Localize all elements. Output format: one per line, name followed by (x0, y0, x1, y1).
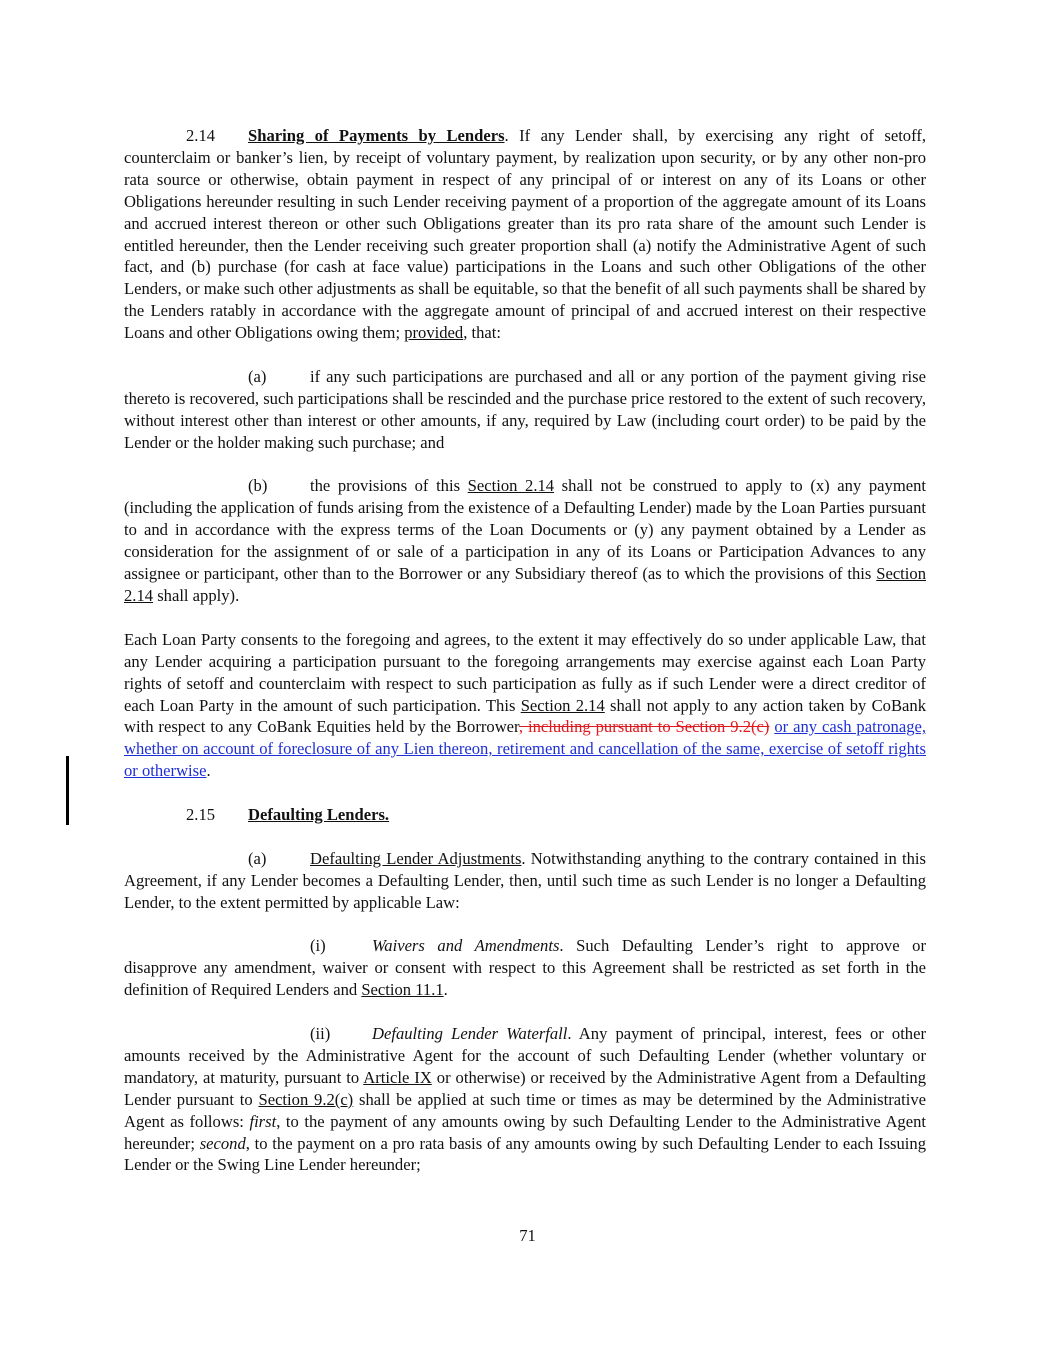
section-2-14-reference: Section 2.14 (467, 476, 555, 496)
section-11-1-reference: Section 11.1 (361, 980, 444, 1000)
section-2-15-clause-a (124, 848, 926, 914)
clause-ii-title: Defaulting Lender Waterfall (372, 1024, 568, 1044)
section-2-14-intro: . If any Lender shall, by exercising any right of setoff, counterclaim or banker’s lien, by receipt of voluntary payment, by realization upon security, or by any other non-pro rata source or otherwise, obtain payment in respect of any principal of or interest on any of its Loans or other Obligations hereunder resulting in such Lender receiving payment of a proportion of the aggregate amount of its Loans and accrued interest thereon or other such Obligations greater than its pro rata share of the amount such Lender is entitled hereunder, then the Lender receiving such greater proportion shall (a) notify the Administrative Agent of such fact, and (b) purchase (for cash at face value) participations in the Loans and such other Obligations of the other Lenders, or make such other adjustments as shall be equitable, so that the benefit of all such payments shall be shared by the Lenders ratably in accordance with the aggregate amount of principal of and accrued interest on their respective Loans and other Obligations owing them; (124, 126, 926, 343)
provided-term: provided (404, 323, 464, 343)
section-2-14-reference: Section 2.14 (520, 695, 605, 715)
section-2-15-title: Defaulting Lenders. (248, 805, 390, 825)
clause-ii-text-1: . Any payment of principal, interest, fees or other amounts received by the Administrative Agent for the account of such Defaulting Lender (whether voluntary or mandatory, at maturity, pursuant to (124, 1024, 926, 1087)
consent-text-1: Each Loan Party consents to the foregoing and agrees, to the extent it may effectively do so under applicable Law, that any Lender acquiring a participation pursuant to the foregoing arrangements may exercise against each Loan Party rights of setoff and counterclaim with respect to such participation as fully as if such Lender were a direct creditor of each Loan Party in the amount of such participation. This (124, 629, 926, 715)
section-2-14-reference: Section 2.14 (124, 564, 926, 605)
section-9-2-c-reference: Section 9.2(c) (258, 1089, 354, 1109)
clause-ii-text-4: , to the payment of any amounts owing by such Defaulting Lender to the Administrative Agent hereunder; (124, 1111, 926, 1153)
revision-change-bar (66, 756, 69, 825)
clause-ii-text-5: , to the payment on a pro rata basis of any amounts owing by such Defaulting Lender to each Issuing Lender or the Swing Line Lender hereunder; (124, 1133, 926, 1175)
first-term: first (249, 1111, 277, 1131)
section-2-14-number: 2.14 (186, 126, 216, 145)
clause-b-text-2: shall not be construed to apply to (x) any payment (including the application of funds arising from the existence of a Defaulting Lender) made by the Loan Parties pursuant to and in accordance with the express terms of the Loan Documents or (y) any payment obtained by a Lender as consideration for the assignment of or sale of a participation in any of its Loans or Participation Advances to any assignee or participant, other than to the Borrower or any Subsidiary thereof (as to which the provisions of this (124, 476, 926, 584)
consent-text-2: shall not apply to any action taken by CoBank with respect to any CoBank Equities held by the Borrower (124, 695, 927, 737)
clause-ii-text-2: or otherwise) or received by the Administrative Agent from a Defaulting Lender pursuant to (124, 1067, 926, 1109)
section-2-15-clause-ii (124, 1023, 926, 1176)
clause-b-text-3: shall apply). (153, 586, 240, 605)
clause-ii-text-3: shall be applied at such time or times as may be determined by the Administrative Agent as follows: (124, 1089, 926, 1131)
clause-a-number: (a) (248, 366, 267, 386)
article-ix-reference: Article IX (363, 1067, 432, 1087)
second-term: second (199, 1133, 246, 1153)
consent-paragraph (124, 629, 926, 782)
document-page (124, 125, 926, 1176)
section-2-15-number: 2.15 (186, 805, 216, 825)
inserted-text: or any cash patronage, whether on account of foreclosure of any Lien thereon, retirement and cancellation of the same, exercise of setoff rights or otherwise (124, 717, 927, 781)
section-2-15-heading (124, 804, 926, 826)
section-2-15-clause-i (124, 935, 926, 1001)
clause-2-15-a-text: . Notwithstanding anything to the contrary contained in this Agreement, if any Lender becomes a Defaulting Lender, then, until such time as such Lender is no longer a Defaulting Lender, to the extent permitted by applicable Law: (124, 848, 926, 912)
clause-i-text-1: . Such Defaulting Lender’s right to approve or disapprove any amendment, waiver or consent with respect to this Agreement shall be restricted as set forth in the definition of Required Lenders and (124, 936, 926, 1000)
section-2-14-clause-b (124, 475, 926, 606)
clause-i-title: Waivers and Amendments (372, 936, 560, 956)
clause-a-text: if any such participations are purchased and all or any portion of the payment giving rise thereto is recovered, such participations shall be rescinded and the purchase price restored to the extent of such recovery, without interest other than interest or other amounts, if any, required by Law (including court order) to be paid by the Lender or the holder making such purchase; and (124, 366, 926, 452)
clause-i-text-2: . (443, 980, 448, 1000)
clause-b-text-1: the provisions of this (310, 476, 468, 496)
consent-end: . (206, 761, 211, 781)
section-2-14-title: Sharing of Payments by Lenders (248, 126, 505, 145)
clause-i-number: (i) (310, 936, 326, 956)
section-2-14-clause-a (124, 366, 926, 454)
clause-b-number: (b) (248, 476, 268, 496)
provided-tail: , that: (463, 323, 502, 343)
section-2-14-paragraph (124, 125, 926, 344)
clause-2-15-a-title: Defaulting Lender Adjustments (310, 848, 522, 868)
clause-ii-number: (ii) (310, 1024, 331, 1044)
clause-2-15-a-number: (a) (248, 848, 267, 868)
deleted-text: , including pursuant to Section 9.2(c) (518, 717, 770, 737)
page-number: 71 (519, 1226, 536, 1245)
